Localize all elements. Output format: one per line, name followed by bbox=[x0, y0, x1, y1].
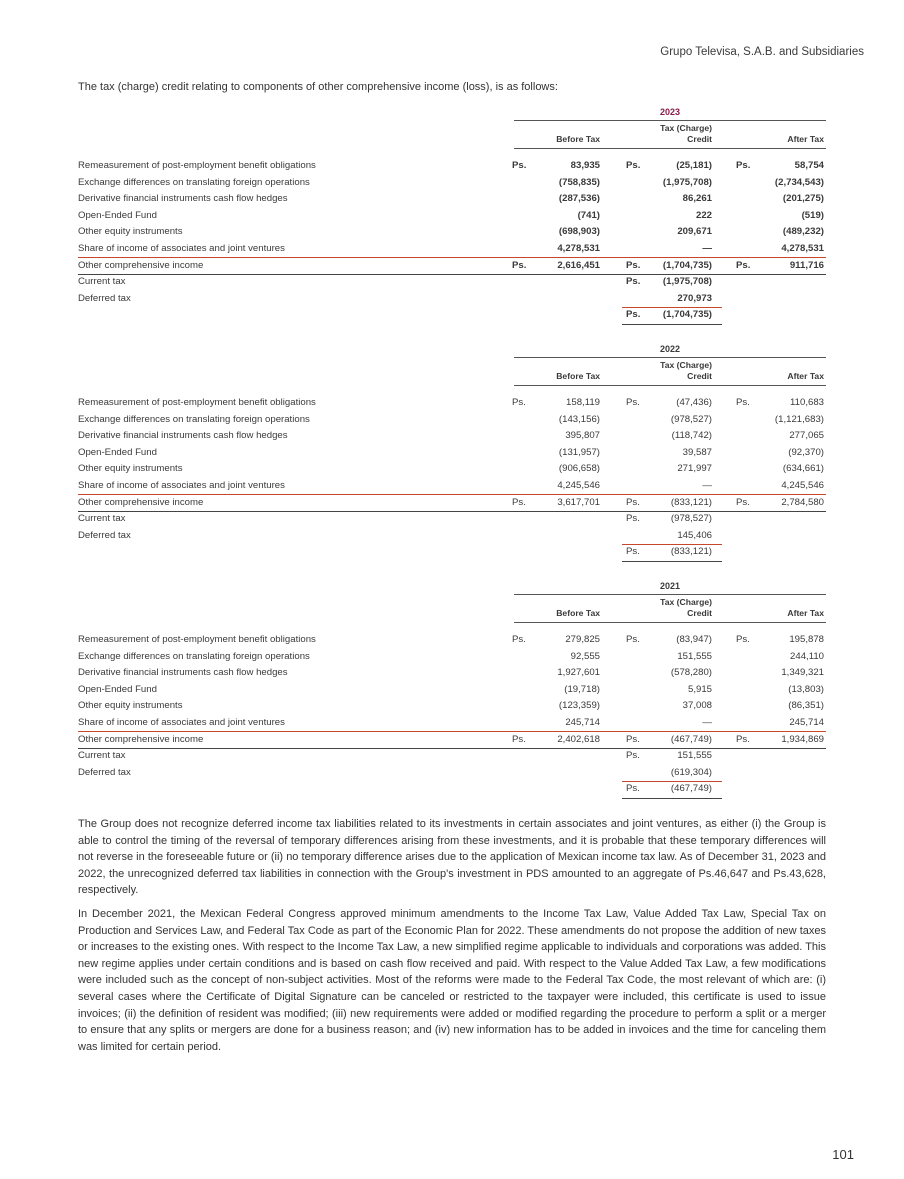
after-tax-value: 4,245,546 bbox=[781, 480, 824, 491]
sum-row bbox=[78, 544, 826, 560]
col-tax-charge-line2: Credit bbox=[687, 134, 712, 144]
before-tax-value: (758,835) bbox=[558, 176, 600, 188]
currency: Ps. bbox=[626, 276, 641, 288]
currency: Ps. bbox=[626, 634, 640, 645]
after-tax-value: (634,661) bbox=[782, 463, 824, 475]
currency: Ps. bbox=[626, 259, 641, 271]
tax-value: 5,915 bbox=[687, 683, 712, 695]
col-before-tax: Before Tax bbox=[556, 371, 600, 381]
tax-table-2021 bbox=[78, 578, 826, 803]
after-tax-value: 58,754 bbox=[794, 160, 824, 171]
row-label: Remeasurement of post-employment benefit obligations bbox=[78, 397, 316, 408]
tax-value: (978,527) bbox=[670, 413, 712, 425]
col-tax-charge-line1: Tax (Charge) bbox=[660, 597, 712, 607]
row-label: Current tax bbox=[78, 513, 126, 525]
tax-value: (833,121) bbox=[670, 496, 712, 508]
table-row bbox=[78, 395, 826, 411]
table-row bbox=[78, 715, 826, 731]
before-tax-value: 1,927,601 bbox=[557, 667, 600, 679]
tax-value: (978,527) bbox=[670, 513, 712, 525]
table-row bbox=[78, 412, 826, 428]
currency: Ps. bbox=[626, 496, 640, 508]
after-tax-value: 195,878 bbox=[789, 634, 824, 645]
sum-bottom-rule bbox=[622, 561, 722, 562]
table-row bbox=[78, 682, 826, 698]
header-rule bbox=[514, 385, 826, 386]
deferred-tax-row bbox=[78, 765, 826, 781]
currency: Ps. bbox=[512, 160, 527, 171]
table-row bbox=[78, 191, 826, 207]
row-label: Other equity instruments bbox=[78, 463, 183, 475]
currency: Ps. bbox=[626, 546, 640, 558]
after-tax-value: (1,121,683) bbox=[774, 413, 824, 425]
tax-value: — bbox=[702, 717, 712, 728]
after-tax-value: (2,734,543) bbox=[774, 176, 824, 188]
current-tax-row bbox=[78, 274, 826, 290]
before-tax-value: (741) bbox=[577, 209, 600, 221]
currency: Ps. bbox=[626, 750, 640, 762]
current-tax-row bbox=[78, 748, 826, 764]
currency: Ps. bbox=[626, 783, 640, 795]
before-tax-value: (123,359) bbox=[558, 700, 600, 712]
tax-value: (83,947) bbox=[676, 634, 712, 645]
row-label: Open-Ended Fund bbox=[78, 446, 157, 458]
tax-value: 222 bbox=[695, 209, 712, 221]
tax-value: 145,406 bbox=[677, 529, 712, 541]
tax-value: (467,749) bbox=[670, 783, 712, 795]
tax-value: (1,704,735) bbox=[662, 309, 712, 321]
after-tax-value: (201,275) bbox=[782, 193, 824, 205]
table-year: 2022 bbox=[514, 341, 826, 358]
currency: Ps. bbox=[736, 496, 750, 508]
tax-value: 209,671 bbox=[677, 226, 712, 238]
row-label: Open-Ended Fund bbox=[78, 209, 157, 221]
before-tax-value: (131,957) bbox=[558, 446, 600, 458]
row-label: Share of income of associates and joint ventures bbox=[78, 480, 285, 491]
row-label: Derivative financial instruments cash flow hedges bbox=[78, 430, 288, 442]
tax-value: (833,121) bbox=[670, 546, 712, 558]
currency: Ps. bbox=[626, 397, 640, 408]
row-label: Exchange differences on translating foreign operations bbox=[78, 176, 310, 188]
before-tax-value: (19,718) bbox=[564, 683, 600, 695]
sum-row bbox=[78, 307, 826, 323]
col-tax-charge-line2: Credit bbox=[687, 371, 712, 381]
sum-bottom-rule bbox=[622, 798, 722, 799]
row-label: Current tax bbox=[78, 276, 126, 288]
row-label: Other comprehensive income bbox=[78, 259, 204, 271]
tax-value: (47,436) bbox=[676, 397, 712, 408]
tax-value: 86,261 bbox=[682, 193, 712, 205]
tax-table-2022 bbox=[78, 341, 826, 566]
tax-value: (1,704,735) bbox=[662, 259, 712, 271]
table-row bbox=[78, 649, 826, 665]
after-tax-value: 245,714 bbox=[789, 717, 824, 728]
table-row bbox=[78, 698, 826, 714]
header-company: Grupo Televisa, S.A.B. and Subsidiaries bbox=[660, 46, 864, 58]
before-tax-value: 83,935 bbox=[570, 160, 600, 171]
row-label: Other comprehensive income bbox=[78, 496, 204, 508]
currency: Ps. bbox=[626, 160, 641, 171]
table-year: 2021 bbox=[514, 578, 826, 595]
paragraph-2: In December 2021, the Mexican Federal Congress approved minimum amendments to the Income Tax Law, Value Added Tax Law, Special Tax on Production and Services Law, and Federal Tax Code as part of the Economic Plan for 2022. These amendments do not propose the addition of new taxes or increases to the existing ones. With respect to the Income Tax Law, a new simplified regime applicable to individuals and corporations was added. This new regime applies under certain conditions and is based on cash flow received and paid. With respect to the Value Added Tax Law, a few modifications were included such as the concept of non-subject activities. Most of the reforms were made to the Federal Tax Code, the most relevant of which are: (i) several cases where the Certificate of Digital Signature can be canceled or restricted to the taxpayer were included, this certificate is used to issue invoices; (ii) the definition of resident was modified; (iii) new requirements were added or modified regarding the procedure to perform a split or a merger to ensure that any splits or mergers are done for a business reason; and (iv) new information has to be added in invoices and the time for canceling them was limited for certain period. bbox=[78, 908, 826, 1053]
before-tax-value: (698,903) bbox=[558, 226, 600, 238]
paragraph-1: The Group does not recognize deferred income tax liabilities related to its investments in certain associates and joint ventures, as either (i) the Group is able to control the timing of the reversal of temporary differences arising from these investments, and it is probable that these temporary differences will not reverse in the foreseeable future or (ii) no temporary difference arises due to the application of Mexican income tax law. As of December 31, 2023 and 2022, the unrecognized deferred tax liabilities in connection with the Group's investment in PDS amounted to an aggregate of Ps.46,647 and Ps.43,628, respectively. bbox=[78, 818, 826, 897]
after-tax-value: (13,803) bbox=[788, 683, 824, 695]
row-label: Deferred tax bbox=[78, 766, 131, 778]
tax-value: 151,555 bbox=[677, 650, 712, 662]
tax-value: 37,008 bbox=[682, 700, 712, 712]
tax-value: — bbox=[702, 243, 712, 254]
after-tax-value: 1,349,321 bbox=[781, 667, 824, 679]
tax-value: — bbox=[702, 480, 712, 491]
tax-value: (467,749) bbox=[670, 733, 712, 745]
col-after-tax: After Tax bbox=[787, 134, 824, 144]
table-row bbox=[78, 478, 826, 494]
tax-value: (25,181) bbox=[676, 160, 712, 171]
currency: Ps. bbox=[512, 634, 526, 645]
col-after-tax: After Tax bbox=[787, 371, 824, 381]
col-after-tax: After Tax bbox=[787, 608, 824, 618]
after-tax-value: 911,716 bbox=[789, 259, 824, 271]
row-label: Share of income of associates and joint ventures bbox=[78, 717, 285, 728]
tax-value: (619,304) bbox=[670, 766, 712, 778]
before-tax-value: (287,536) bbox=[558, 193, 600, 205]
col-tax-charge bbox=[626, 123, 712, 145]
currency: Ps. bbox=[736, 634, 750, 645]
after-tax-value: 2,784,580 bbox=[781, 496, 824, 508]
row-label: Other equity instruments bbox=[78, 700, 183, 712]
before-tax-value: 2,402,618 bbox=[557, 733, 600, 745]
table-row bbox=[78, 208, 826, 224]
tax-value: (1,975,708) bbox=[662, 276, 712, 288]
table-row bbox=[78, 461, 826, 477]
before-tax-value: (906,658) bbox=[558, 463, 600, 475]
col-before-tax: Before Tax bbox=[556, 134, 600, 144]
after-tax-value: 277,065 bbox=[789, 430, 824, 442]
currency: Ps. bbox=[626, 733, 640, 745]
after-tax-value: 4,278,531 bbox=[781, 243, 824, 254]
current-tax-row bbox=[78, 511, 826, 527]
after-tax-value: (519) bbox=[801, 209, 824, 221]
currency: Ps. bbox=[736, 259, 751, 271]
currency: Ps. bbox=[512, 397, 526, 408]
currency: Ps. bbox=[512, 496, 526, 508]
before-tax-value: 3,617,701 bbox=[557, 496, 600, 508]
before-tax-value: 4,278,531 bbox=[557, 243, 600, 254]
before-tax-value: 395,807 bbox=[565, 430, 600, 442]
after-tax-value: 110,683 bbox=[790, 397, 824, 408]
tax-value: (578,280) bbox=[670, 667, 712, 679]
tax-value: 271,997 bbox=[677, 463, 712, 475]
col-tax-charge bbox=[626, 360, 712, 382]
table-row bbox=[78, 665, 826, 681]
total-row bbox=[78, 495, 826, 511]
tax-value: 151,555 bbox=[677, 750, 712, 762]
currency: Ps. bbox=[626, 309, 641, 321]
currency: Ps. bbox=[736, 160, 751, 171]
total-row bbox=[78, 258, 826, 274]
row-label: Deferred tax bbox=[78, 292, 131, 304]
after-tax-value: (92,370) bbox=[788, 446, 824, 458]
row-label: Exchange differences on translating foreign operations bbox=[78, 413, 310, 425]
before-tax-value: 92,555 bbox=[570, 650, 600, 662]
row-label: Remeasurement of post-employment benefit obligations bbox=[78, 160, 316, 171]
table-row bbox=[78, 175, 826, 191]
col-tax-charge-line1: Tax (Charge) bbox=[660, 123, 712, 133]
before-tax-value: 279,825 bbox=[565, 634, 600, 645]
row-label: Other comprehensive income bbox=[78, 733, 204, 745]
row-label: Remeasurement of post-employment benefit obligations bbox=[78, 634, 316, 645]
before-tax-value: (143,156) bbox=[558, 413, 600, 425]
after-tax-value: 1,934,869 bbox=[781, 733, 824, 745]
after-tax-value: (86,351) bbox=[788, 700, 824, 712]
before-tax-value: 158,119 bbox=[566, 397, 600, 408]
col-tax-charge-line1: Tax (Charge) bbox=[660, 360, 712, 370]
after-tax-value: 244,110 bbox=[790, 650, 824, 662]
before-tax-value: 2,616,451 bbox=[557, 259, 600, 271]
tax-value: 270,973 bbox=[677, 292, 712, 304]
table-row bbox=[78, 428, 826, 444]
col-tax-charge-line2: Credit bbox=[687, 608, 712, 618]
table-row bbox=[78, 445, 826, 461]
after-tax-value: (489,232) bbox=[782, 226, 824, 238]
table-row bbox=[78, 158, 826, 174]
col-tax-charge bbox=[626, 597, 712, 619]
table-row bbox=[78, 241, 826, 257]
currency: Ps. bbox=[736, 397, 750, 408]
row-label: Other equity instruments bbox=[78, 226, 183, 238]
header-rule bbox=[514, 148, 826, 149]
deferred-tax-row bbox=[78, 291, 826, 307]
tax-value: (1,975,708) bbox=[662, 176, 712, 188]
before-tax-value: 4,245,546 bbox=[557, 480, 600, 491]
total-row bbox=[78, 732, 826, 748]
currency: Ps. bbox=[512, 733, 526, 745]
tax-table-2023 bbox=[78, 104, 826, 329]
row-label: Derivative financial instruments cash flow hedges bbox=[78, 193, 288, 205]
tax-value: 39,587 bbox=[682, 446, 712, 458]
page-number: 101 bbox=[832, 1147, 854, 1162]
before-tax-value: 245,714 bbox=[565, 717, 600, 728]
header-rule bbox=[514, 622, 826, 623]
row-label: Exchange differences on translating foreign operations bbox=[78, 650, 310, 662]
currency: Ps. bbox=[512, 259, 527, 271]
row-label: Share of income of associates and joint ventures bbox=[78, 243, 285, 254]
table-row bbox=[78, 632, 826, 648]
table-row bbox=[78, 224, 826, 240]
currency: Ps. bbox=[626, 513, 640, 525]
row-label: Current tax bbox=[78, 750, 126, 762]
col-before-tax: Before Tax bbox=[556, 608, 600, 618]
currency: Ps. bbox=[736, 733, 750, 745]
row-label: Deferred tax bbox=[78, 529, 131, 541]
row-label: Open-Ended Fund bbox=[78, 683, 157, 695]
table-year: 2023 bbox=[514, 104, 826, 121]
tax-value: (118,742) bbox=[671, 430, 712, 442]
deferred-tax-row bbox=[78, 528, 826, 544]
sum-row bbox=[78, 781, 826, 797]
intro-text: The tax (charge) credit relating to components of other comprehensive income (loss), is as follows: bbox=[78, 81, 558, 93]
row-label: Derivative financial instruments cash flow hedges bbox=[78, 667, 288, 679]
sum-bottom-rule bbox=[622, 324, 722, 325]
